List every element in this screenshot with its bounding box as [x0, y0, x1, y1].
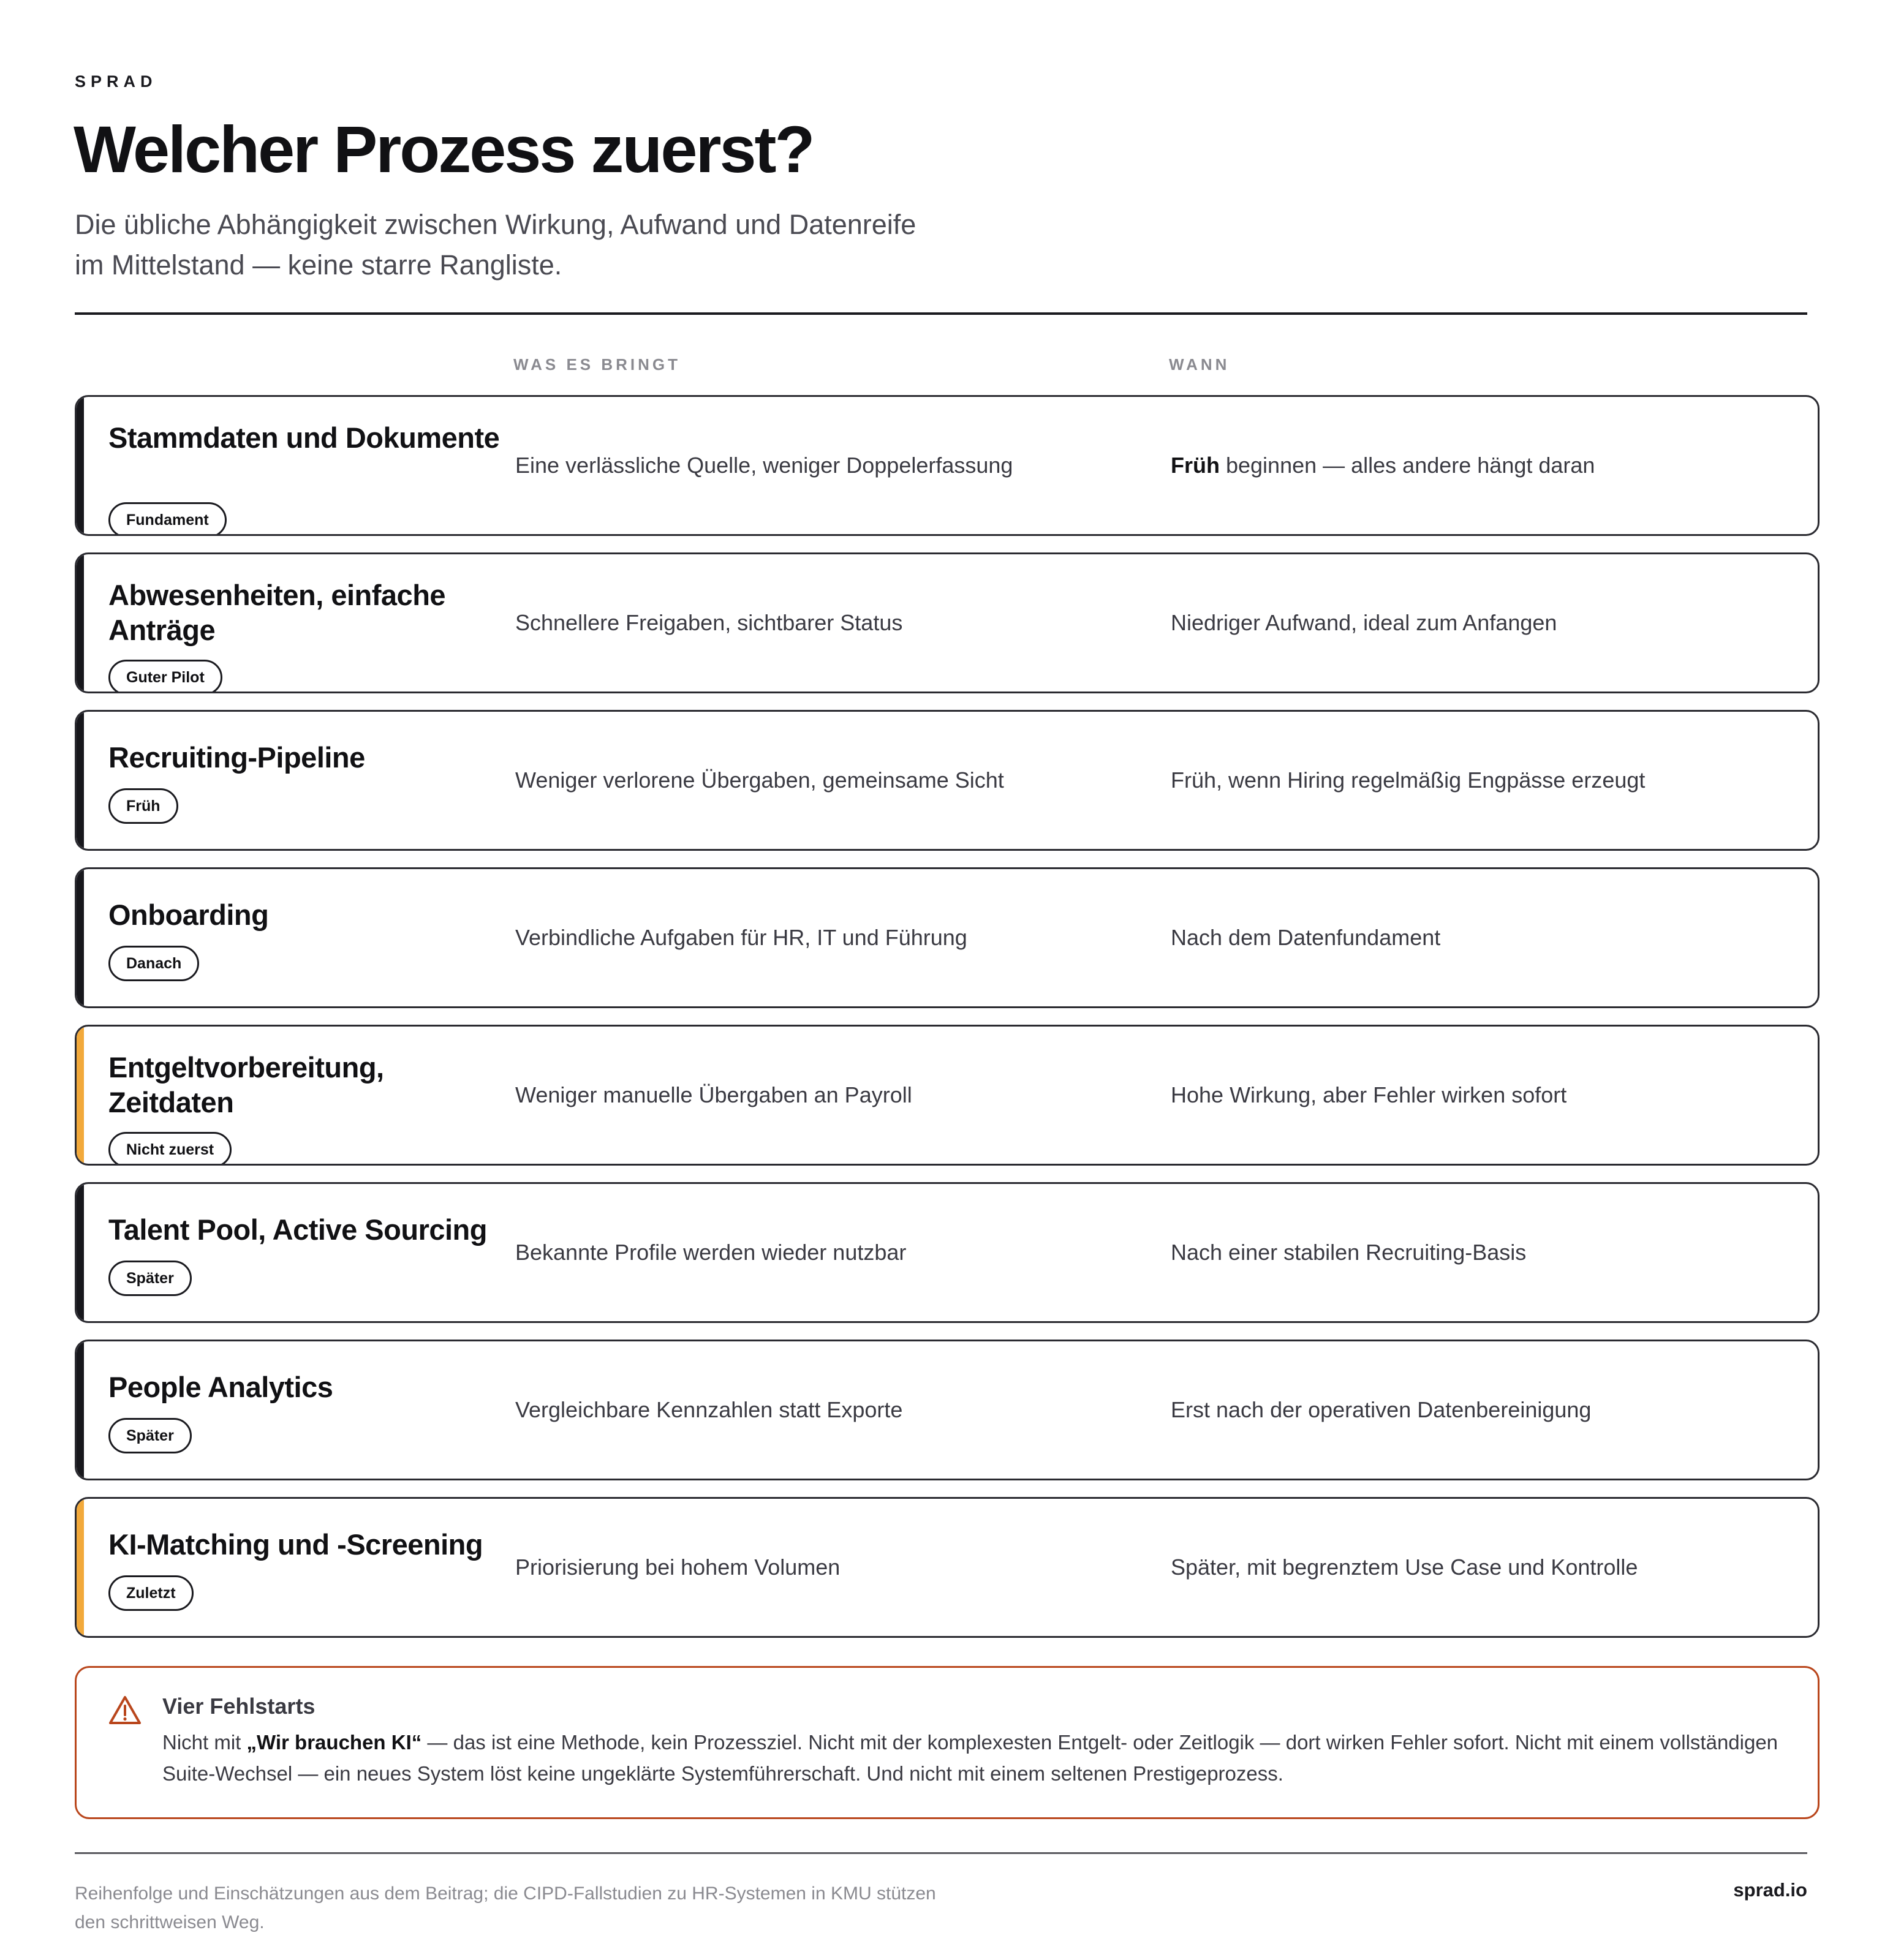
priority-badge: Nicht zuerst: [108, 1132, 232, 1166]
process-benefit: Schnellere Freigaben, sichtbarer Status: [515, 610, 903, 635]
process-when-emphasis: Früh: [1171, 453, 1220, 478]
priority-badge: Später: [108, 1418, 192, 1453]
process-name: Entgeltvorbereitung, Zeitdaten: [108, 1051, 384, 1118]
process-row: [75, 710, 1820, 851]
process-benefit: Weniger manuelle Übergaben an Payroll: [515, 1082, 912, 1107]
footer-source-note: Reihenfolge und Einschätzungen aus dem Beitrag; die CIPD-Fallstudien zu HR-Systemen in KMU stützen den schrittweisen Weg.: [75, 1883, 936, 1932]
callout-text-emphasis: „Wir brauchen KI“: [246, 1731, 422, 1754]
column-header-benefit: WAS ES BRINGT: [513, 355, 681, 374]
process-benefit: Eine verlässliche Quelle, weniger Doppelerfassung: [515, 453, 1013, 478]
column-header-when: WANN: [1169, 355, 1230, 374]
process-row: [75, 867, 1820, 1008]
header-divider: [75, 312, 1807, 315]
priority-badge: Fundament: [108, 502, 227, 536]
page-subtitle: Die übliche Abhängigkeit zwischen Wirkung, Aufwand und Datenreife im Mittelstand — keine starre Rangliste.: [75, 209, 916, 281]
priority-badge: Danach: [108, 946, 199, 981]
process-when: Früh, wenn Hiring regelmäßig Engpässe erzeugt: [1171, 767, 1646, 793]
process-row: [75, 395, 1820, 536]
priority-badge: Später: [108, 1261, 192, 1296]
process-name: Talent Pool, Active Sourcing: [108, 1213, 487, 1246]
process-benefit: Verbindliche Aufgaben für HR, IT und Führung: [515, 925, 967, 950]
page-title: Welcher Prozess zuerst?: [74, 112, 814, 186]
warning-triangle-icon: [108, 1695, 142, 1725]
brand-label: SPRAD: [75, 72, 157, 91]
process-row: [75, 1340, 1820, 1480]
priority-badge: Früh: [108, 788, 178, 824]
process-benefit: Bekannte Profile werden wieder nutzbar: [515, 1240, 907, 1265]
process-when: Hohe Wirkung, aber Fehler wirken sofort: [1171, 1082, 1567, 1107]
process-row: [75, 1497, 1820, 1638]
process-name: Recruiting-Pipeline: [108, 741, 365, 774]
callout-text-start: Nicht mit: [162, 1731, 247, 1754]
warning-callout: [75, 1666, 1820, 1819]
process-name: KI-Matching und -Screening: [108, 1528, 483, 1561]
callout-title: Vier Fehlstarts: [162, 1694, 316, 1719]
priority-badge: Guter Pilot: [108, 660, 222, 693]
process-benefit: Vergleichbare Kennzahlen statt Exporte: [515, 1397, 903, 1422]
process-row: [75, 1025, 1820, 1166]
process-benefit: Weniger verlorene Übergaben, gemeinsame Sicht: [515, 767, 1004, 793]
footer-site-link[interactable]: sprad.io: [1733, 1879, 1807, 1901]
process-when: Später, mit begrenztem Use Case und Kontrolle: [1171, 1555, 1638, 1580]
process-when: [1171, 397, 1808, 534]
process-name: Abwesenheiten, einfache Anträge: [108, 579, 446, 646]
process-when-text: beginnen — alles andere hängt daran: [1225, 453, 1595, 478]
process-name: People Analytics: [108, 1371, 333, 1403]
process-name: Onboarding: [108, 899, 269, 931]
process-name: Stammdaten und Dokumente: [108, 421, 500, 454]
process-when: Nach dem Datenfundament: [1171, 925, 1441, 950]
process-when: Erst nach der operativen Datenbereinigung: [1171, 1397, 1592, 1422]
priority-badge: Zuletzt: [108, 1575, 194, 1611]
process-row: [75, 552, 1820, 693]
process-list: [75, 395, 1820, 1654]
process-benefit: Priorisierung bei hohem Volumen: [515, 1555, 841, 1580]
process-when: Nach einer stabilen Recruiting-Basis: [1171, 1240, 1527, 1265]
footer-divider: [75, 1852, 1807, 1854]
process-row: [75, 1182, 1820, 1323]
process-when: Niedriger Aufwand, ideal zum Anfangen: [1171, 610, 1557, 635]
callout-text: [162, 1727, 1780, 1789]
callout-text-rest: — das ist eine Methode, kein Prozessziel. Nicht mit der komplexesten Entgelt- oder Zeitlogik — dort wirken Fehler sofort. Nicht mit einem vollständigen Suite-Wechsel — ein neues System löst keine ungeklärte Systemführerschaft. Und nicht mit einem seltenen Prestigeprozess.: [162, 1731, 1778, 1785]
